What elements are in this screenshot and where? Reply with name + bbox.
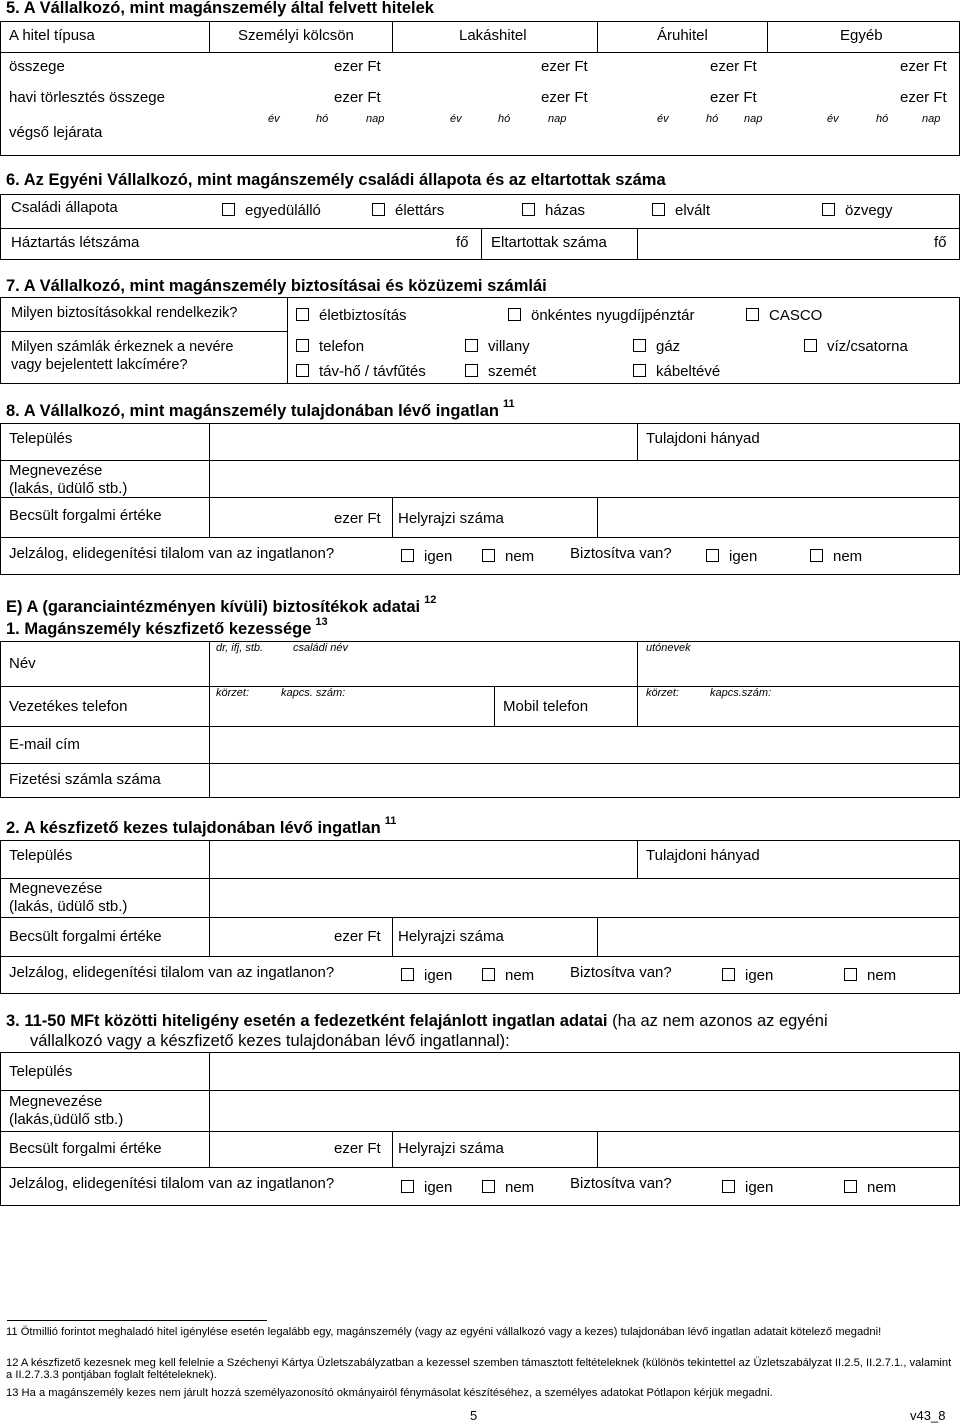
amount-personal[interactable]: ezer Ft xyxy=(334,58,381,75)
bill-district-heating[interactable]: táv-hő / távfűtés xyxy=(296,363,426,380)
p3-mortgage-yes[interactable]: igen xyxy=(401,1179,452,1196)
bill-water[interactable]: víz/csatorna xyxy=(804,338,908,355)
due-other-day[interactable]: nap xyxy=(922,113,941,125)
page-number: 5 xyxy=(470,1408,478,1423)
checkbox-icon[interactable] xyxy=(482,1180,495,1193)
dependents-unit[interactable]: fő xyxy=(934,234,947,251)
checkbox-icon[interactable] xyxy=(372,203,385,216)
checkbox-icon[interactable] xyxy=(296,364,309,377)
p3-mortgage-no[interactable]: nem xyxy=(482,1179,534,1196)
p2-settlement-label: Település xyxy=(9,847,73,864)
p3-settlement-label: Település xyxy=(9,1063,73,1080)
bill-telephone[interactable]: telefon xyxy=(296,338,364,355)
p3-value-label: Becsült forgalmi értéke xyxy=(9,1140,162,1157)
section-6-heading: 6. Az Egyéni Vállalkozó, mint magánszemély családi állapota és az eltartottak száma xyxy=(6,171,666,189)
due-consumer-day[interactable]: nap xyxy=(744,113,763,125)
header-credit-type: A hitel típusa xyxy=(9,27,95,44)
checkbox-icon[interactable] xyxy=(822,203,835,216)
p1-name-label-1: Megnevezése xyxy=(9,462,103,479)
due-personal-month[interactable]: hó xyxy=(316,113,329,125)
installment-personal[interactable]: ezer Ft xyxy=(334,89,381,106)
checkbox-icon[interactable] xyxy=(401,968,414,981)
checkbox-icon[interactable] xyxy=(722,968,735,981)
p1-mortgage-question: Jelzálog, elidegenítési tilalom van az ingatlanon? xyxy=(9,545,335,562)
p1-mortgage-no[interactable]: nem xyxy=(482,548,534,565)
g-landline-label: Vezetékes telefon xyxy=(9,698,128,715)
due-housing-day[interactable]: nap xyxy=(548,113,567,125)
marital-widowed[interactable]: özvegy xyxy=(822,202,893,219)
g-account-label: Fizetési számla száma xyxy=(9,771,161,788)
installment-housing[interactable]: ezer Ft xyxy=(541,89,588,106)
section-8-heading: 8. A Vállalkozó, mint magánszemély tulajdonában lévő ingatlan $^{11}$ xyxy=(6,398,515,420)
amount-other[interactable]: ezer Ft xyxy=(900,58,947,75)
g-landline-area[interactable]: körzet: xyxy=(216,687,250,699)
checkbox-icon[interactable] xyxy=(844,968,857,981)
checkbox-icon[interactable] xyxy=(633,364,646,377)
p2-name-label-2: (lakás, üdülő stb.) xyxy=(9,898,128,915)
p1-share-label: Tulajdoni hányad xyxy=(646,430,760,447)
p2-share-label: Tulajdoni hányad xyxy=(646,847,760,864)
g-mobile-area[interactable]: körzet: xyxy=(646,687,680,699)
section-e1-heading: 1. Magánszemély készfizető kezessége $^{13}$ xyxy=(6,616,328,638)
due-housing-year[interactable]: év xyxy=(450,113,462,125)
household-label: Háztartás létszáma xyxy=(11,234,140,251)
g-mobile-number[interactable]: kapcs.szám: xyxy=(710,687,772,699)
p2-name-label-1: Megnevezése xyxy=(9,880,103,897)
section-e3-heading-line2: vállalkozó vagy a készfizető kezes tulajdonában lévő ingatlannal): xyxy=(30,1032,510,1050)
p2-mortgage-question: Jelzálog, elidegenítési tilalom van az ingatlanon? xyxy=(9,964,335,981)
checkbox-icon[interactable] xyxy=(465,364,478,377)
bill-waste[interactable]: szemét xyxy=(465,363,536,380)
row-due-label: végső lejárata xyxy=(9,124,103,141)
checkbox-icon[interactable] xyxy=(652,203,665,216)
p2-mortgage-no[interactable]: nem xyxy=(482,967,534,984)
p3-plot-label: Helyrajzi száma xyxy=(398,1140,504,1157)
header-personal-loan: Személyi kölcsön xyxy=(238,27,354,44)
p3-mortgage-question: Jelzálog, elidegenítési tilalom van az ingatlanon? xyxy=(9,1175,335,1192)
p3-name-label-1: Megnevezése xyxy=(9,1093,103,1110)
marital-label: Családi állapota xyxy=(11,199,118,216)
checkbox-icon[interactable] xyxy=(810,549,823,562)
document-code: v43_8 xyxy=(910,1408,946,1423)
marital-single[interactable]: egyedülálló xyxy=(222,202,321,219)
p1-name-label-2: (lakás, üdülő stb.) xyxy=(9,480,128,497)
p2-insured-no[interactable]: nem xyxy=(844,967,896,984)
footnote-11: 11 Ötmillió forintot meghaladó hitel igénylése esetén legalább egy, magánszemély (vagy az egyéni vállalkozó vagy a kezes) tulajdonában lévő ingatlan adatait kötelező megadni! xyxy=(6,1326,882,1338)
g-hint-title[interactable]: dr, ifj, stb. xyxy=(216,642,264,654)
amount-housing[interactable]: ezer Ft xyxy=(541,58,588,75)
p2-value-unit[interactable]: ezer Ft xyxy=(334,928,381,945)
header-other: Egyéb xyxy=(840,27,883,44)
marital-married[interactable]: házas xyxy=(522,202,585,219)
checkbox-icon[interactable] xyxy=(722,1180,735,1193)
section-5-heading: 5. A Vállalkozó, mint magánszemély által felvett hitelek xyxy=(6,0,434,17)
checkbox-icon[interactable] xyxy=(465,339,478,352)
insurance-life[interactable]: életbiztosítás xyxy=(296,307,407,324)
footnote-13: 13 Ha a magánszemély kezes nem járult hozzá személyazonosító okmányairól fénymásolat készítéséhez, a személyes adatokat Pótlapon kérjük megadni. xyxy=(6,1387,773,1399)
section-e2-heading: 2. A készfizető kezes tulajdonában lévő ingatlan $^{11}$ xyxy=(6,815,397,837)
p3-name-label-2: (lakás,üdülő stb.) xyxy=(9,1111,124,1128)
p2-value-label: Becsült forgalmi értéke xyxy=(9,928,162,945)
bills-question-line2: vagy bejelentett lakcímére? xyxy=(11,357,188,373)
bill-electricity[interactable]: villany xyxy=(465,338,530,355)
section-7-heading: 7. A Vállalkozó, mint magánszemély biztosításai és közüzemi számlái xyxy=(6,277,547,295)
installment-consumer[interactable]: ezer Ft xyxy=(710,89,757,106)
header-consumer-loan: Áruhitel xyxy=(657,27,708,44)
due-other-month[interactable]: hó xyxy=(876,113,889,125)
bills-question-line1: Milyen számlák érkeznek a nevére xyxy=(11,339,234,355)
due-consumer-month[interactable]: hó xyxy=(706,113,719,125)
checkbox-icon[interactable] xyxy=(804,339,817,352)
p3-insured-yes[interactable]: igen xyxy=(722,1179,773,1196)
g-landline-number[interactable]: kapcs. szám: xyxy=(281,687,346,699)
checkbox-icon[interactable] xyxy=(296,339,309,352)
p1-value-unit[interactable]: ezer Ft xyxy=(334,510,381,527)
row-installment-label: havi törlesztés összege xyxy=(9,89,165,106)
due-personal-year[interactable]: év xyxy=(268,113,280,125)
insurance-question: Milyen biztosításokkal rendelkezik? xyxy=(11,305,238,321)
p1-settlement-label: Település xyxy=(9,430,73,447)
bill-cable-tv[interactable]: kábeltévé xyxy=(633,363,720,380)
g-hint-given-names[interactable]: utónevek xyxy=(646,642,691,654)
due-personal-day[interactable]: nap xyxy=(366,113,385,125)
g-email-label: E-mail cím xyxy=(9,736,80,753)
marital-divorced[interactable]: elvált xyxy=(652,202,710,219)
checkbox-icon[interactable] xyxy=(508,308,521,321)
checkbox-icon[interactable] xyxy=(746,308,759,321)
insurance-pension[interactable]: önkéntes nyugdíjpénztár xyxy=(508,307,694,324)
header-housing-loan: Lakáshitel xyxy=(459,27,527,44)
checkbox-icon[interactable] xyxy=(844,1180,857,1193)
dependents-label: Eltartottak száma xyxy=(491,234,607,251)
installment-other[interactable]: ezer Ft xyxy=(900,89,947,106)
p2-insured-question: Biztosítva van? xyxy=(570,964,672,981)
checkbox-icon[interactable] xyxy=(482,549,495,562)
checkbox-icon[interactable] xyxy=(706,549,719,562)
household-unit[interactable]: fő xyxy=(456,234,469,251)
checkbox-icon[interactable] xyxy=(222,203,235,216)
p3-value-unit[interactable]: ezer Ft xyxy=(334,1140,381,1157)
amount-consumer[interactable]: ezer Ft xyxy=(710,58,757,75)
p3-insured-no[interactable]: nem xyxy=(844,1179,896,1196)
due-consumer-year[interactable]: év xyxy=(657,113,669,125)
p1-value-label: Becsült forgalmi értéke xyxy=(9,507,162,524)
p1-mortgage-yes[interactable]: igen xyxy=(401,548,452,565)
bill-gas[interactable]: gáz xyxy=(633,338,680,355)
footnote-separator xyxy=(7,1320,267,1321)
g-hint-family-name[interactable]: családi név xyxy=(293,642,349,654)
due-housing-month[interactable]: hó xyxy=(498,113,511,125)
checkbox-icon[interactable] xyxy=(296,308,309,321)
p3-insured-question: Biztosítva van? xyxy=(570,1175,672,1192)
due-other-year[interactable]: év xyxy=(827,113,839,125)
p1-insured-yes[interactable]: igen xyxy=(706,548,757,565)
marital-partner[interactable]: élettárs xyxy=(372,202,444,219)
checkbox-icon[interactable] xyxy=(633,339,646,352)
checkbox-icon[interactable] xyxy=(522,203,535,216)
checkbox-icon[interactable] xyxy=(401,1180,414,1193)
p2-mortgage-yes[interactable]: igen xyxy=(401,967,452,984)
p2-plot-label: Helyrajzi száma xyxy=(398,928,504,945)
p1-insured-no[interactable]: nem xyxy=(810,548,862,565)
g-mobile-label: Mobil telefon xyxy=(503,698,589,715)
section-e3-heading: 3. 11-50 MFt közötti hiteligény esetén a fedezetként felajánlott ingatlan adatai (ha az nem azonos az egyéni xyxy=(6,1012,828,1030)
p2-insured-yes[interactable]: igen xyxy=(722,967,773,984)
footnote-12: 12 A készfizető kezesnek meg kell felelnie a Széchenyi Kártya Üzletszabályzatban a kezessel szemben támasztott feltételeknek (különös tekintettel az Üzletszabályzat II.2.5, II.2.7.1., valamint a II.2.7.3.3 pontjában foglalt feltételeknek). xyxy=(6,1357,952,1381)
p1-plot-label: Helyrajzi száma xyxy=(398,510,504,527)
g-name-label: Név xyxy=(9,655,36,672)
insurance-casco[interactable]: CASCO xyxy=(746,307,822,324)
section-e-heading: E) A (garanciaintézményen kívüli) biztosítékok adatai $^{12}$ xyxy=(6,594,437,616)
checkbox-icon[interactable] xyxy=(482,968,495,981)
row-amount-label: összege xyxy=(9,58,65,75)
checkbox-icon[interactable] xyxy=(401,549,414,562)
p1-insured-question: Biztosítva van? xyxy=(570,545,672,562)
